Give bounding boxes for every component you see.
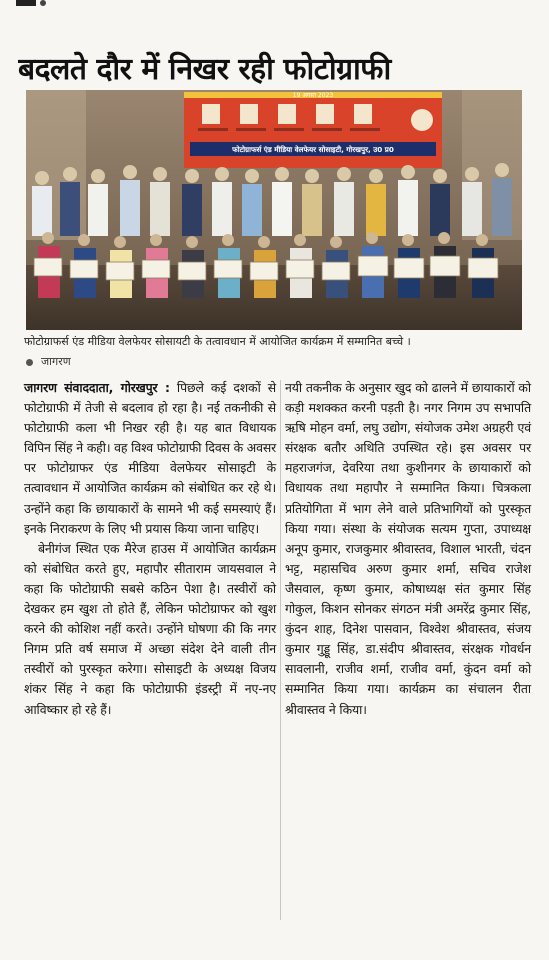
masthead-dot bbox=[40, 0, 46, 6]
paragraph-text: पिछले कई दशकों से फोटोग्राफी में तेजी से बदलाव हो रहा है। नई तकनीकी से फोटोग्राफी कला भी निखर रही है। यह बात विधायक विपिन सिंह ने कही। वह विश्व फोटोग्राफी दिवस के अवसर पर फोटोग्राफर एंड मीडिया वेलफेयर सोसाइटी के तत्वावधान में आयोजित कार्यक्रम को संबोधित कर रहे थे। उन्होंने कहा कि छायाकारों के सामने भी कई समस्याएं हैं। इनके निराकरण के लिए भी प्रयास किया जाना चाहिए। bbox=[24, 380, 276, 536]
banner-text: फोटोग्राफर्स एंड मीडिया वेलफेयर सोसाइटी, गोरखपुर, उ0 प्र0 bbox=[232, 145, 394, 154]
article-paragraph bbox=[24, 378, 276, 539]
column-divider bbox=[280, 380, 281, 920]
article-paragraph: नयी तकनीक के अनुसार खुद को ढालने में छायाकारों को कड़ी मशक्कत करनी पड़ती है। नगर निगम उप सभापति ऋषि मोहन वर्मा, लघु उद्योग, संयोजक उमेश अग्रहरी एवं संरक्षक बतौर अथिति उपस्थित रहे। इस अवसर पर महराजगंज, देवरिया तथा कुशीनगर के छायाकारों को विधायक तथा महापौर ने सम्मानित किया। चित्रकला प्रतियोगिता में भाग लेने वाले प्रतिभागियों को पुरस्कृत किया गया। संस्था के संयोजक सत्यम गुप्ता, उपाध्यक्ष अनूप कुमार, राजकुमार श्रीवास्तव, विशाल भारती, चंदन भट्ट, महासचिव अरुण कुमार शर्मा, सचिव राजेश जैसवाल, कृष्ण कुमार, कोषाध्यक्ष संत कुमार सिंह गोकुल, किशन सोनकर संगठन मंत्री अमरेंद्र कुमार सिंह, कुंदन शाह, दिनेश पासवान, विश्वेश श्रीवास्तव, संजय कुमार गुड्डू सिंह, डा.संदीप श्रीवास्तव, संरक्षक गोवर्धन सावलानी, राजीव शर्मा, राजीव वर्मा, कुंदन वर्मा को सम्मानित किया गया। कार्यक्रम का संचालन रीता श्रीवास्तव ने किया। bbox=[285, 380, 531, 717]
news-photo bbox=[26, 90, 522, 330]
photo-source: जागरण bbox=[41, 355, 71, 368]
article-paragraph: बेनीगंज स्थित एक मैरेज हाउस में आयोजित कार्यक्रम को संबोधित करते हुए, महापौर सीताराम जायसवाल ने कहा कि फोटोग्राफी सबसे कठिन पेशा है। तस्वीरों को देखकर हम खुश तो होते हैं, लेकिन फोटोग्राफर को खुश करने की कोशिश नहीं करते। उन्होंने घोषणा की कि नगर निगम प्रति वर्ष समाज में अच्छा संदेश देने वाली तीन तस्वीरों को पुरस्कृत करेगा। सोसाइटी के अध्यक्ष विजय शंकर सिंह ने कहा कि फोटोग्राफी इंडस्ट्री में नए-नए आविष्कार हो रहे हैं। bbox=[24, 540, 276, 717]
banner-date: 19 अगस्त 2023 bbox=[292, 92, 334, 99]
byline: जागरण संवाददाता, गोरखपुर : bbox=[24, 380, 170, 395]
bullet-icon bbox=[26, 359, 33, 366]
article-column-right bbox=[285, 378, 531, 720]
headline: बदलते दौर में निखर रही फोटोग्राफी bbox=[18, 52, 391, 87]
masthead-fragment bbox=[16, 0, 36, 6]
photo-illustration bbox=[26, 90, 522, 330]
photo-caption: फोटोग्राफर्स एंड मीडिया वेलफेयर सोसायटी के तत्वावधान में आयोजित कार्यक्रम में सम्मानित बच्चे । bbox=[24, 335, 411, 348]
article-column-left bbox=[24, 378, 276, 720]
page-top-strip bbox=[0, 0, 549, 10]
photo-credit bbox=[26, 354, 71, 370]
